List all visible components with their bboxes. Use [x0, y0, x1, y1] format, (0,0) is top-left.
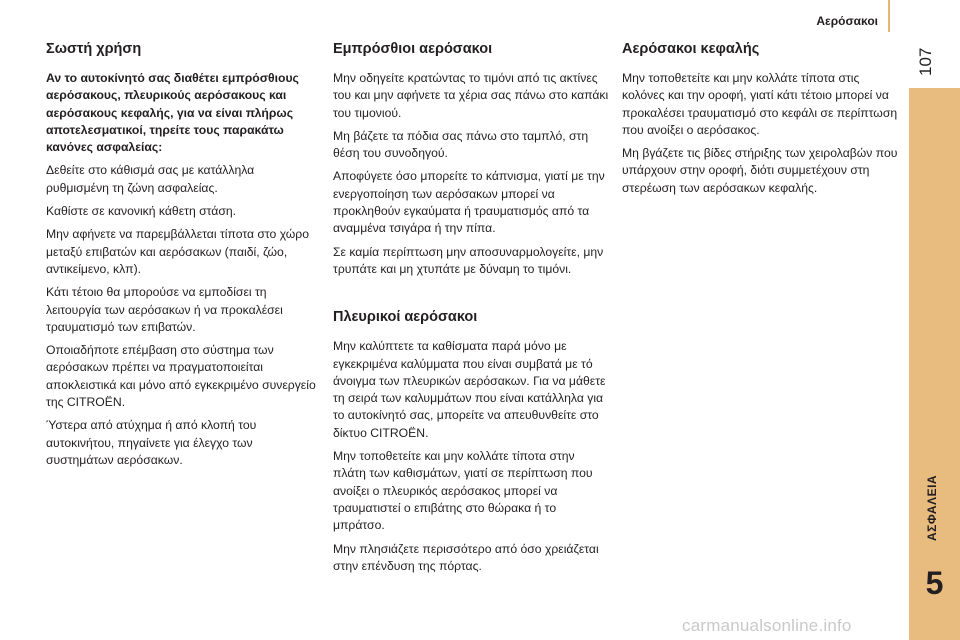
chapter-tab-label: ΑΣΦΑΛΕΙΑ [925, 474, 939, 541]
lead-paragraph: Αν το αυτοκίνητό σας διαθέτει εμπρόσθιους αερόσακους, πλευρικούς αερόσακους και αερόσακους κεφαλής, για να είναι πλήρως αποτελεσματικοί, τηρείτε τους παρακάτω κανόνες ασφαλείας: [46, 71, 299, 155]
paragraph: Μην τοποθετείτε και μην κολλάτε τίποτα στις κολόνες και την οροφή, γιατί κάτι τέτοιο μπορεί να προκαλέσει τραυματισμό στο κεφάλι σε περίπτωση που ανοίξει ο αερόσακος. [622, 71, 898, 137]
running-header: Αερόσακοι [816, 14, 878, 28]
section-title-proper-use: Σωστή χρήση [46, 41, 142, 57]
section-spacer [333, 284, 609, 308]
chapter-side-tab [909, 88, 960, 640]
page-number: 107 [916, 47, 935, 76]
column-front-side-airbags [333, 40, 609, 581]
paragraph: Μη βγάζετε τις βίδες στήριξης των χειρολαβών που υπάρχουν στην οροφή, διότι συμμετέχουν στη στερέωση των αερόσακων κεφαλής. [622, 146, 898, 195]
chapter-number: 5 [925, 565, 944, 601]
paragraph: Ύστερα από ατύχημα ή από κλοπή του αυτοκινήτου, πηγαίνετε για έλεγχο των συστημάτων αερόσακων. [46, 418, 257, 467]
paragraph: Αποφύγετε όσο μπορείτε το κάπνισμα, γιατί με την ενεργοποίηση των αερόσακων μπορεί να προκληθούν εγκαύματα ή τραυματισμός από τα αναμμένα τσιγάρα ή την πίπα. [333, 169, 605, 236]
paragraph: Μην αφήνετε να παρεμβάλλεται τίποτα στο χώρο μεταξύ επιβατών και αερόσακων (παιδί, ζώο, αντικείμενο, κλπ). [46, 227, 310, 276]
paragraph: Κάτι τέτοιο θα μπορούσε να εμποδίσει τη λειτουργία των αερόσακων ή να προκαλέσει τραυματισμό των επιβατών. [46, 285, 283, 334]
column-proper-use [46, 40, 318, 475]
paragraph: Μην πλησιάζετε περισσότερο από όσο χρειάζεται στην επένδυση της πόρτας. [333, 541, 599, 573]
paragraph: Σε καμία περίπτωση μην αποσυναρμολογείτε, μην τρυπάτε και μη χτυπάτε με δύναμη το τιμόνι. [333, 244, 604, 276]
paragraph: Οποιαδήποτε επέμβαση στο σύστημα των αερόσακων πρέπει να πραγματοποιείται αποκλειστικά και μόνο από εγκεκριμένο συνεργείο της CITROËN. [46, 343, 316, 410]
paragraph: Μη βάζετε τα πόδια σας πάνω στο ταμπλό, στη θέση του συνοδηγού. [333, 128, 589, 161]
paragraph: Καθίστε σε κανονική κάθετη στάση. [46, 204, 237, 219]
column-curtain-airbags [622, 40, 898, 203]
section-title-side-airbags: Πλευρικοί αερόσακοι [333, 309, 478, 326]
section-title-front-airbags: Εμπρόσθιοι αερόσακοι [333, 41, 493, 57]
paragraph: Μην καλύπτετε τα καθίσματα παρά μόνο με εγκεκριμένα καλύμματα που είναι συμβατά με τό άνοιγμα των πλευρικών αερόσακων. Για να μάθετε τη σειρά των καλυμμάτων που είναι κατάλληλα για το αυτοκίνητό σας, μπορείτε να απευθυνθείτε στο δίκτυο CITROËN. [333, 339, 606, 440]
paragraph: Μην τοποθετείτε και μην κολλάτε τίποτα στην πλάτη των καθισμάτων, γιατί σε περίπτωση που ανοίξει ο πλευρικός αερόσακος μπορεί να τραυματιστεί ο επιβάτης στο θώρακα ή το μπράτσο. [333, 449, 593, 533]
header-rule [888, 0, 890, 32]
watermark-text: carmanualsonline.info [682, 616, 852, 635]
section-title-curtain-airbags: Αερόσακοι κεφαλής [622, 41, 760, 57]
paragraph: Μην οδηγείτε κρατώντας το τιμόνι από τις ακτίνες του και μην αφήνετε τα χέρια σας πάνω στο καπάκι του τιμονιού. [333, 71, 609, 120]
paragraph: Δεθείτε στο κάθισμά σας με κατάλληλα ρυθμισμένη τη ζώνη ασφαλείας. [46, 163, 255, 195]
